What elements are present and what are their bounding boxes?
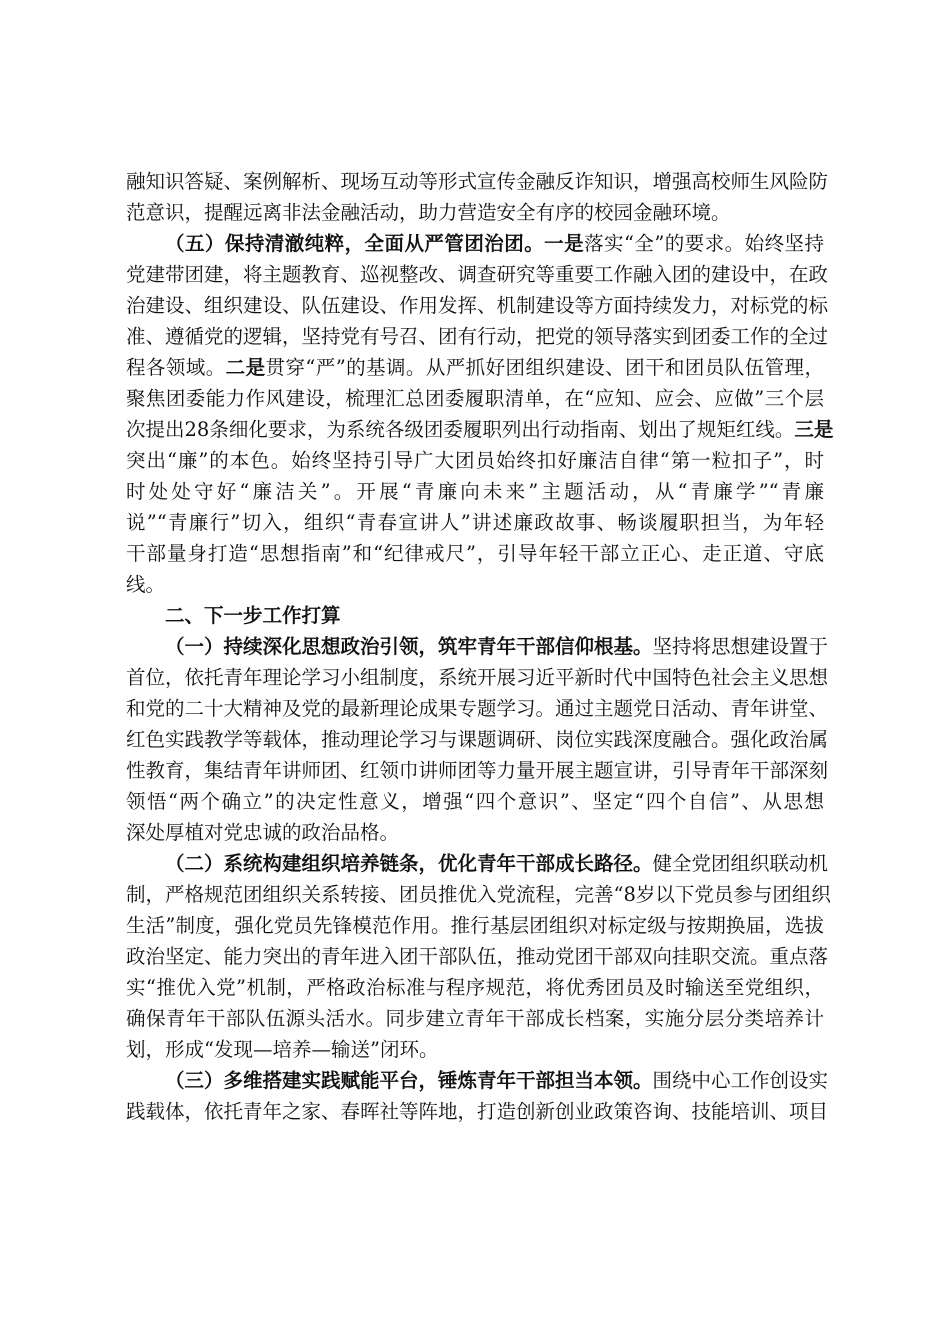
text-line [126, 507, 824, 538]
text-segment: 说”“青廉行”切入，组织“青春宣讲人”讲述廉政故事、畅谈履职担当，为年轻 [126, 511, 824, 534]
text-segment: 健全党团组织联动机 [652, 852, 829, 875]
text-line [126, 197, 824, 228]
bold-text-segment: 二、下一步工作打算 [165, 604, 341, 627]
text-segment: 性教育，集结青年讲师团、红领巾讲师团等力量开展主题宣讲，引导青年干部深刻 [126, 759, 829, 782]
text-segment: 制，严格规范团组织关系转接、团员推优入党流程，完善“8岁以下党员参与团组织 [126, 883, 831, 906]
text-line [126, 445, 824, 476]
text-segment: 时处处守好“廉洁关”。开展“青廉向未来”主题活动，从“青廉学”“青廉 [126, 480, 824, 503]
bold-text-segment: （五）保持清澈纯粹，全面从严管团治团。 [165, 232, 545, 255]
text-segment: 干部量身打造“思想指南”和“纪律戒尺”，引导年轻干部立正心、走正道、守底 [126, 542, 824, 565]
bold-text-segment: （一）持续深化思想政治引领，筑牢青年干部信仰根基。 [165, 635, 653, 658]
text-segment: 程各领域。 [126, 356, 226, 379]
text-segment: 划，形成“发现—培养—输送”闭环。 [126, 1038, 439, 1061]
text-segment: 生活”制度，强化党员先锋模范作用。推行基层团组织对标定级与按期换届，选拔 [126, 914, 824, 937]
bold-text-segment: 二是 [225, 356, 266, 379]
bold-text-segment: （二）系统构建组织培养链条，优化青年干部成长路径。 [165, 852, 653, 875]
text-line [126, 1034, 824, 1065]
text-line [126, 383, 824, 414]
body-text [126, 166, 834, 1127]
text-line [126, 228, 824, 259]
text-line [126, 1003, 824, 1034]
text-line [126, 569, 824, 600]
text-segment: 治建设、组织建设、队伍建设、作用发挥、机制建设等方面持续发力，对标党的标 [126, 294, 829, 317]
text-segment: 和党的二十大精神及党的最新理论成果专题学习。通过主题党日活动、青年讲堂、 [126, 697, 829, 720]
text-line [126, 352, 824, 383]
text-line [126, 972, 824, 1003]
text-line [126, 786, 824, 817]
text-segment: 领悟“两个确立”的决定性意义，增强“四个意识”、坚定“四个自信”、从思想 [126, 790, 824, 813]
text-segment: 践载体，依托青年之家、春晖社等阵地，打造创新创业政策咨询、技能培训、项目 [126, 1100, 829, 1123]
text-segment: 突出“廉”的本色。始终坚持引导广大团员始终扣好廉洁自律“第一粒扣子”，时 [126, 449, 824, 472]
text-line [126, 290, 829, 321]
text-line [126, 693, 829, 724]
text-segment: 落实“全”的要求。始终坚持 [584, 232, 824, 255]
text-segment: 红色实践教学等载体，推动理论学习与课题调研、岗位实践深度融合。强化政治属 [126, 728, 829, 751]
text-segment: 次提出28条细化要求，为系统各级团委履职列出行动指南、划出了规矩红线。 [126, 418, 795, 441]
text-line [126, 538, 824, 569]
text-line [126, 941, 829, 972]
text-line [126, 600, 824, 631]
text-line [126, 321, 829, 352]
text-segment: 围绕中心工作创设实 [652, 1069, 829, 1092]
text-line [126, 879, 831, 910]
text-line [126, 259, 829, 290]
bold-text-segment: 一是 [544, 232, 585, 255]
text-segment: 党建带团建，将主题教育、巡视整改、调查研究等重要工作融入团的建设中，在政 [126, 263, 829, 286]
text-line [126, 848, 829, 879]
text-line [126, 631, 829, 662]
bold-text-segment: 三是 [794, 418, 834, 441]
bold-text-segment: （三）多维搭建实践赋能平台，锤炼青年干部担当本领。 [165, 1069, 653, 1092]
text-line [126, 910, 824, 941]
text-line [126, 166, 829, 197]
text-segment: 确保青年干部队伍源头活水。同步建立青年干部成长档案，实施分层分类培养计 [126, 1007, 824, 1030]
text-segment: 实“推优入党”机制，严格政治标准与程序规范，将优秀团员及时输送至党组织， [126, 976, 824, 999]
text-line [126, 1065, 829, 1096]
text-segment: 首位，依托青年理论学习小组制度，系统开展习近平新时代中国特色社会主义思想 [126, 666, 829, 689]
text-line [126, 1096, 829, 1127]
text-segment: 融知识答疑、案例解析、现场互动等形式宣传金融反诈知识，增强高校师生风险防 [126, 170, 829, 193]
text-line [126, 476, 824, 507]
text-line [126, 414, 834, 445]
text-segment: 深处厚植对党忠诚的政治品格。 [126, 821, 400, 844]
text-segment: 线。 [126, 573, 166, 596]
text-segment: 聚焦团委能力作风建设，梳理汇总团委履职清单，在“应知、应会、应做”三个层 [126, 387, 824, 410]
text-line [126, 817, 824, 848]
text-segment: 范意识，提醒远离非法金融活动，助力营造安全有序的校园金融环境。 [126, 201, 731, 224]
text-line [126, 755, 829, 786]
text-line [126, 662, 829, 693]
text-segment: 贯穿“严”的基调。从严抓好团组织建设、团干和团员队伍管理， [265, 356, 824, 379]
text-segment: 政治坚定、能力突出的青年进入团干部队伍，推动党团干部双向挂职交流。重点落 [126, 945, 829, 968]
text-segment: 准、遵循党的逻辑，坚持党有号召、团有行动，把党的领导落实到团委工作的全过 [126, 325, 829, 348]
text-line [126, 724, 829, 755]
text-segment: 坚持将思想建设置于 [652, 635, 829, 658]
